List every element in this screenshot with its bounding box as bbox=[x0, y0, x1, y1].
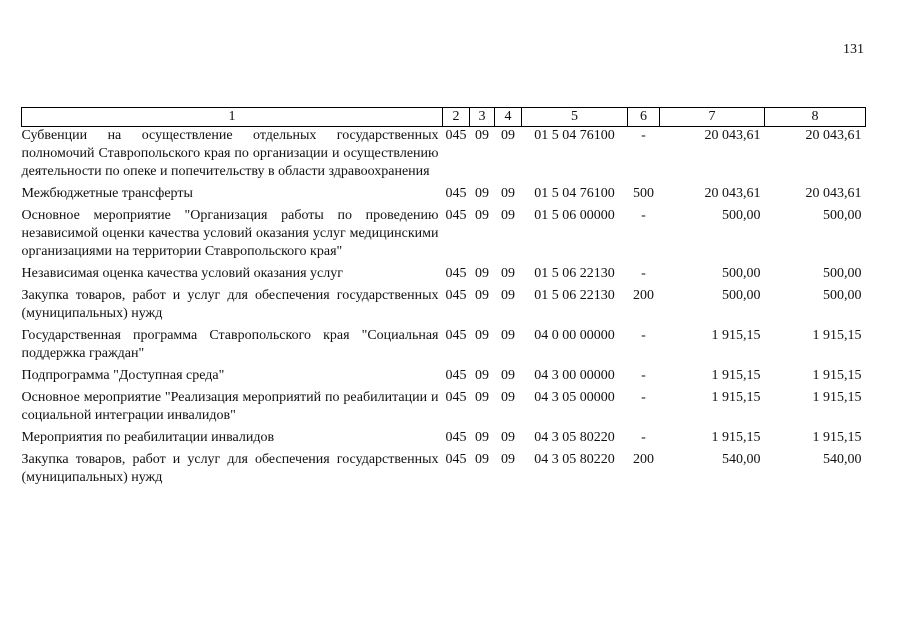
row-name: Государственная программа Ставропольского края "Социальная поддержка граждан" bbox=[21, 328, 439, 361]
row-amount-8: 500,00 bbox=[823, 288, 862, 303]
row-amount-7: 500,00 bbox=[722, 208, 761, 223]
row-code-5: 04 3 00 00000 bbox=[534, 368, 615, 383]
column-header: 8 bbox=[765, 108, 866, 127]
row-code-3: 09 bbox=[475, 208, 489, 223]
row-code-2: 045 bbox=[445, 368, 467, 383]
row-code-6: - bbox=[641, 390, 646, 405]
row-amount-7: 500,00 bbox=[722, 288, 761, 303]
row-code-2: 045 bbox=[445, 186, 467, 201]
row-code-4: 09 bbox=[501, 208, 515, 223]
row-code-5: 04 3 05 80220 bbox=[534, 430, 615, 445]
row-code-3: 09 bbox=[475, 288, 489, 303]
row-code-2: 045 bbox=[445, 328, 467, 343]
row-code-6: 200 bbox=[633, 452, 654, 467]
column-header: 5 bbox=[522, 108, 628, 127]
row-amount-8: 500,00 bbox=[823, 266, 862, 281]
row-code-2: 045 bbox=[445, 288, 467, 303]
row-name: Межбюджетные трансферты bbox=[21, 186, 193, 201]
row-code-2: 045 bbox=[445, 128, 467, 143]
row-amount-7: 1 915,15 bbox=[711, 328, 761, 343]
column-header: 6 bbox=[628, 108, 660, 127]
row-name: Закупка товаров, работ и услуг для обеспечения государственных (муниципальных) нужд bbox=[21, 452, 439, 485]
row-amount-8: 540,00 bbox=[823, 452, 862, 467]
table-row bbox=[22, 203, 866, 261]
row-name: Независимая оценка качества условий оказания услуг bbox=[21, 266, 343, 281]
row-code-2: 045 bbox=[445, 452, 467, 467]
row-code-3: 09 bbox=[475, 128, 489, 143]
row-amount-8: 1 915,15 bbox=[812, 368, 862, 383]
row-code-5: 01 5 06 22130 bbox=[534, 288, 615, 303]
row-amount-8: 1 915,15 bbox=[812, 430, 862, 445]
row-name: Основное мероприятие "Организация работы по проведению независимой оценки качества условий оказания услуг медицинскими организациями на территории Ставропольского края" bbox=[21, 208, 439, 259]
row-code-3: 09 bbox=[475, 430, 489, 445]
table-row bbox=[22, 261, 866, 283]
row-name: Подпрограмма "Доступная среда" bbox=[21, 368, 225, 383]
row-code-4: 09 bbox=[501, 368, 515, 383]
row-code-6: - bbox=[641, 208, 646, 223]
row-code-3: 09 bbox=[475, 186, 489, 201]
header-row bbox=[22, 108, 866, 127]
row-code-4: 09 bbox=[501, 186, 515, 201]
row-code-6: 500 bbox=[633, 186, 654, 201]
row-code-3: 09 bbox=[475, 266, 489, 281]
table-row bbox=[22, 127, 866, 182]
row-code-4: 09 bbox=[501, 328, 515, 343]
row-amount-7: 20 043,61 bbox=[704, 128, 761, 143]
row-code-5: 01 5 06 00000 bbox=[534, 208, 615, 223]
table-row bbox=[22, 323, 866, 363]
budget-table bbox=[21, 107, 866, 487]
row-code-6: 200 bbox=[633, 288, 654, 303]
row-code-2: 045 bbox=[445, 208, 467, 223]
row-code-6: - bbox=[641, 328, 646, 343]
table-row bbox=[22, 283, 866, 323]
column-header: 2 bbox=[443, 108, 470, 127]
column-header: 4 bbox=[495, 108, 522, 127]
row-amount-8: 1 915,15 bbox=[812, 328, 862, 343]
table-row bbox=[22, 425, 866, 447]
row-code-4: 09 bbox=[501, 430, 515, 445]
row-code-5: 01 5 06 22130 bbox=[534, 266, 615, 281]
column-header: 1 bbox=[22, 108, 443, 127]
column-header: 7 bbox=[660, 108, 765, 127]
row-amount-7: 500,00 bbox=[722, 266, 761, 281]
row-code-6: - bbox=[641, 368, 646, 383]
table-row bbox=[22, 385, 866, 425]
page-number: 131 bbox=[843, 42, 864, 57]
row-code-4: 09 bbox=[501, 390, 515, 405]
row-code-3: 09 bbox=[475, 452, 489, 467]
row-amount-8: 1 915,15 bbox=[812, 390, 862, 405]
row-code-2: 045 bbox=[445, 430, 467, 445]
row-amount-7: 20 043,61 bbox=[704, 186, 761, 201]
row-code-3: 09 bbox=[475, 368, 489, 383]
row-code-5: 01 5 04 76100 bbox=[534, 128, 615, 143]
row-code-5: 01 5 04 76100 bbox=[534, 186, 615, 201]
row-code-6: - bbox=[641, 430, 646, 445]
row-code-4: 09 bbox=[501, 288, 515, 303]
row-code-5: 04 3 05 80220 bbox=[534, 452, 615, 467]
row-code-6: - bbox=[641, 266, 646, 281]
row-name: Закупка товаров, работ и услуг для обеспечения государственных (муниципальных) нужд bbox=[21, 288, 439, 321]
row-code-4: 09 bbox=[501, 452, 515, 467]
row-amount-8: 20 043,61 bbox=[805, 186, 862, 201]
column-header: 3 bbox=[470, 108, 495, 127]
row-name: Субвенции на осуществление отдельных государственных полномочий Ставропольского края по организации и осуществлению деятельности по опеке и попечительству в области здравоохранения bbox=[21, 128, 439, 179]
row-code-4: 09 bbox=[501, 128, 515, 143]
row-amount-8: 500,00 bbox=[823, 208, 862, 223]
row-amount-7: 1 915,15 bbox=[711, 368, 761, 383]
table-row bbox=[22, 363, 866, 385]
row-code-3: 09 bbox=[475, 390, 489, 405]
row-amount-7: 1 915,15 bbox=[711, 430, 761, 445]
table-row bbox=[22, 447, 866, 487]
row-amount-7: 540,00 bbox=[722, 452, 761, 467]
row-code-5: 04 3 05 00000 bbox=[534, 390, 615, 405]
row-code-6: - bbox=[641, 128, 646, 143]
row-name: Основное мероприятие "Реализация мероприятий по реабилитации и социальной интеграции инвалидов" bbox=[21, 390, 439, 423]
row-code-5: 04 0 00 00000 bbox=[534, 328, 615, 343]
row-code-2: 045 bbox=[445, 266, 467, 281]
row-code-2: 045 bbox=[445, 390, 467, 405]
row-code-4: 09 bbox=[501, 266, 515, 281]
row-name: Мероприятия по реабилитации инвалидов bbox=[21, 430, 275, 445]
table-row bbox=[22, 181, 866, 203]
row-code-3: 09 bbox=[475, 328, 489, 343]
row-amount-8: 20 043,61 bbox=[805, 128, 862, 143]
row-amount-7: 1 915,15 bbox=[711, 390, 761, 405]
